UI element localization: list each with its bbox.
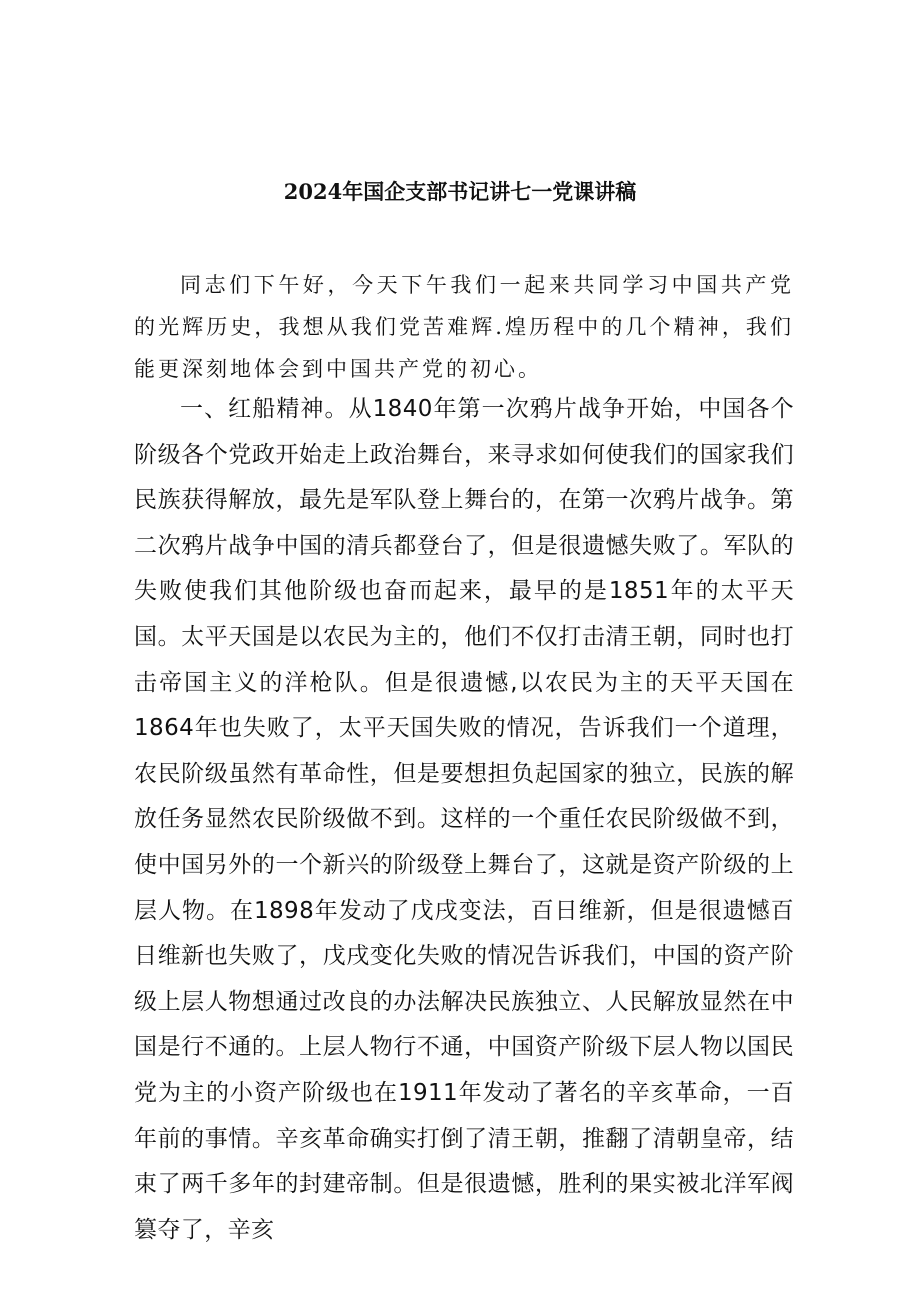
document-title: 2024年国企支部书记讲七一党课讲稿 — [283, 179, 637, 204]
section-one-paragraph — [134, 387, 794, 1253]
intro-paragraph: 同志们下午好，今天下午我们一起来共同学习中国共产党的光辉历史，我想从我们党苦难辉.煌历程中的几个精神，我们能更深刻地体会到中国共产党的初心。 — [134, 273, 794, 381]
section-one-heading: 一、红船精神。 — [180, 396, 349, 422]
section-one-text: 从1840年第一次鸦片战争开始，中国各个阶级各个党政开始走上政治舞台，来寻求如何使我们的国家我们民族获得解放，最先是军队登上舞台的，在第一次鸦片战争。第二次鸦片战争中国的清兵都登台了，但是很遗憾失败了。军队的失败使我们其他阶级也奋而起来，最早的是1851年的太平天国。太平天国是以农民为主的，他们不仅打击清王朝，同时也打击帝国主义的洋枪队。但是很遗憾,以农民为主的天平天国在1864年也失败了，太平天国失败的情况，告诉我们一个道理，农民阶级虽然有革命性，但是要想担负起国家的独立，民族的解放任务显然农民阶级做不到。这样的一个重任农民阶级做不到，使中国另外的一个新兴的阶级登上舞台了，这就是资产阶级的上层人物。在1898年发动了戊戌变法，百日维新，但是很遗憾百日维新也失败了，戊戌变化失败的情况告诉我们，中国的资产阶级上层人物想通过改良的办法解决民族独立、人民解放显然在中国是行不通的。上层人物行不通，中国资产阶级下层人物以国民党为主的小资产阶级也在1911年发动了著名的辛亥革命，一百年前的事情。辛亥革命确实打倒了清王朝，推翻了清朝皇帝，结束了两千多年的封建帝制。但是很遗憾，胜利的果实被北洋军阀篡夺了，辛亥 — [134, 396, 794, 1243]
